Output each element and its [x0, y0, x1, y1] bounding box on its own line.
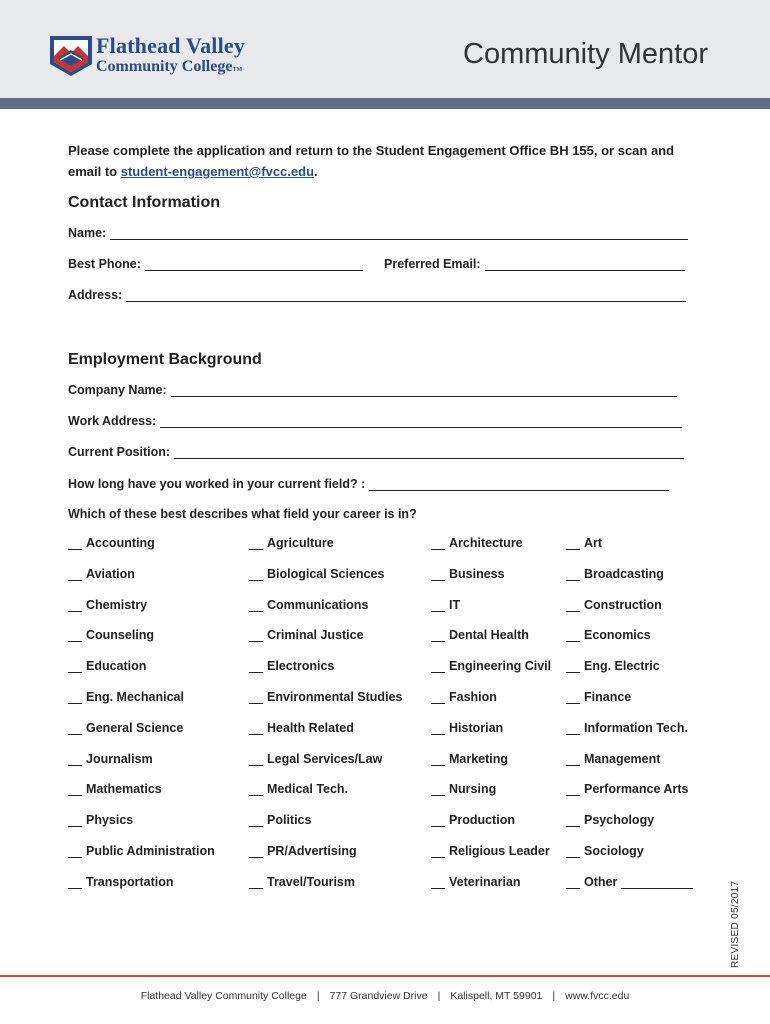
option-checkbox-line[interactable] — [68, 845, 82, 858]
option-checkbox-line[interactable] — [68, 537, 82, 550]
career-field-options — [68, 536, 708, 906]
career-field-option[interactable] — [249, 782, 348, 796]
option-checkbox-line[interactable] — [431, 876, 445, 889]
phone-field[interactable] — [68, 257, 363, 271]
option-label: Environmental Studies — [267, 690, 403, 704]
header-stripe — [0, 98, 770, 109]
logo-line2-text: Community College — [96, 58, 233, 75]
how-long-label: How long have you worked in your current field? : — [68, 477, 366, 491]
position-input-line[interactable] — [174, 446, 684, 459]
option-label: Politics — [267, 813, 312, 828]
contact-heading: Contact Information — [68, 194, 220, 211]
career-field-option[interactable] — [431, 782, 496, 796]
option-checkbox-line[interactable] — [68, 568, 82, 581]
option-label: Eng. Electric — [584, 659, 660, 674]
option-label: Health Related — [267, 720, 354, 735]
option-checkbox-line[interactable] — [431, 537, 445, 550]
option-checkbox-line[interactable] — [249, 629, 263, 642]
engagement-email-link[interactable]: student-engagement@fvcc.edu — [120, 164, 315, 179]
option-label: PR/Advertising — [267, 844, 357, 858]
option-label: Aviation — [86, 566, 135, 581]
email-field[interactable] — [384, 257, 685, 271]
footer-city: Kalispell, MT 59901 — [450, 990, 543, 1002]
option-checkbox-line[interactable] — [566, 691, 580, 704]
option-checkbox-line[interactable] — [68, 660, 82, 673]
email-label: Preferred Email: — [384, 257, 481, 271]
career-field-option[interactable] — [431, 752, 508, 766]
option-checkbox-line[interactable] — [68, 876, 82, 889]
option-label: Fashion — [449, 690, 497, 704]
footer-separator: | — [437, 990, 441, 1002]
option-label: Finance — [584, 690, 632, 704]
company-input-line[interactable] — [171, 384, 677, 397]
option-checkbox-line[interactable] — [249, 876, 263, 889]
career-field-option[interactable] — [566, 752, 660, 766]
option-checkbox-line[interactable] — [249, 845, 263, 858]
career-field-option[interactable] — [68, 659, 146, 673]
option-label: Eng. Mechanical — [86, 690, 184, 704]
career-field-option[interactable] — [68, 536, 155, 550]
career-field-option[interactable] — [249, 813, 311, 827]
option-label: Engineering Civil — [449, 659, 552, 674]
career-field-option[interactable] — [566, 844, 644, 858]
footer-rule — [0, 975, 770, 977]
address-label: Address: — [68, 288, 123, 302]
revised-date: REVISED 05/2017 — [730, 880, 741, 968]
career-field-option[interactable] — [566, 721, 688, 735]
option-label: Sociology — [584, 844, 644, 858]
option-checkbox-line[interactable] — [566, 568, 580, 581]
other-input-line[interactable] — [621, 876, 693, 889]
option-checkbox-line[interactable] — [68, 691, 82, 704]
company-label: Company Name: — [68, 383, 167, 397]
option-checkbox-line[interactable] — [431, 814, 445, 827]
option-checkbox-line[interactable] — [431, 599, 445, 612]
option-checkbox-line[interactable] — [249, 753, 263, 766]
option-checkbox-line[interactable] — [566, 814, 580, 827]
option-label: Public Administration — [86, 844, 215, 858]
career-field-option[interactable] — [431, 721, 503, 735]
option-checkbox-line[interactable] — [566, 783, 580, 796]
logo-line2 — [96, 58, 242, 76]
option-checkbox-line[interactable] — [249, 537, 263, 550]
career-field-option[interactable] — [68, 628, 154, 642]
option-checkbox-line[interactable] — [566, 660, 580, 673]
option-label: Other — [584, 874, 618, 889]
career-field-option[interactable] — [249, 875, 355, 889]
option-label: Performance Arts — [584, 782, 689, 797]
option-label: Agriculture — [267, 536, 334, 550]
work-address-field[interactable] — [68, 414, 682, 428]
career-field-option[interactable] — [249, 659, 334, 673]
option-label: Architecture — [449, 536, 523, 550]
option-label: IT — [449, 597, 461, 612]
career-field-option[interactable] — [68, 721, 183, 735]
option-label: Marketing — [449, 751, 509, 766]
option-checkbox-line[interactable] — [249, 691, 263, 704]
career-field-option[interactable] — [431, 813, 515, 827]
career-field-option[interactable] — [68, 598, 147, 612]
option-label: Production — [449, 813, 515, 828]
career-field-option[interactable] — [68, 844, 215, 858]
address-field[interactable] — [68, 288, 686, 302]
work-address-input-line[interactable] — [160, 415, 682, 428]
option-label: Business — [449, 566, 505, 581]
option-label: Art — [584, 536, 603, 550]
career-field-option[interactable] — [249, 567, 384, 581]
option-checkbox-line[interactable] — [431, 722, 445, 735]
name-label: Name: — [68, 226, 107, 240]
option-checkbox-line[interactable] — [249, 660, 263, 673]
career-field-option[interactable] — [431, 844, 550, 858]
option-label: General Science — [86, 720, 184, 735]
college-logo-icon — [48, 34, 94, 78]
career-field-option[interactable] — [68, 813, 133, 827]
option-checkbox-line[interactable] — [68, 783, 82, 796]
option-label: Education — [86, 659, 147, 674]
option-label: Biological Sciences — [267, 566, 385, 581]
option-label: Historian — [449, 720, 504, 735]
career-field-option[interactable] — [566, 782, 688, 796]
option-checkbox-line[interactable] — [431, 753, 445, 766]
career-field-option[interactable] — [249, 721, 354, 735]
option-label: Transportation — [86, 874, 174, 889]
career-field-option[interactable] — [566, 875, 693, 889]
option-checkbox-line[interactable] — [431, 845, 445, 858]
intro-text-end: . — [314, 164, 318, 179]
intro-text-body: Please complete the application and return to the Student Engagement Office BH 155, or scan and email to — [68, 143, 675, 179]
option-label: Journalism — [86, 751, 153, 766]
option-checkbox-line[interactable] — [249, 599, 263, 612]
option-checkbox-line[interactable] — [68, 629, 82, 642]
career-field-option[interactable] — [68, 875, 174, 889]
option-label: Psychology — [584, 813, 655, 828]
option-checkbox-line[interactable] — [566, 722, 580, 735]
career-field-option[interactable] — [566, 690, 631, 704]
position-field[interactable] — [68, 445, 684, 459]
option-label: Chemistry — [86, 597, 148, 612]
option-label: Medical Tech. — [267, 782, 349, 797]
work-address-label: Work Address: — [68, 414, 157, 428]
option-label: Travel/Tourism — [267, 874, 355, 889]
name-field[interactable] — [68, 226, 688, 240]
option-label: Broadcasting — [584, 566, 664, 581]
option-checkbox-line[interactable] — [566, 753, 580, 766]
option-label: Nursing — [449, 782, 497, 797]
career-field-option[interactable] — [566, 659, 660, 673]
career-field-option[interactable] — [566, 536, 602, 550]
position-label: Current Position: — [68, 445, 171, 459]
address-input-line[interactable] — [126, 289, 686, 302]
career-field-option[interactable] — [68, 567, 135, 581]
career-field-option[interactable] — [249, 628, 364, 642]
career-field-option[interactable] — [68, 782, 162, 796]
option-label: Management — [584, 751, 661, 766]
how-long-field[interactable] — [68, 477, 669, 491]
email-input-line[interactable] — [485, 258, 685, 271]
option-checkbox-line[interactable] — [68, 753, 82, 766]
option-checkbox-line[interactable] — [249, 814, 263, 827]
career-field-option[interactable] — [431, 875, 521, 889]
field-question: Which of these best describes what field your career is in? — [68, 507, 417, 521]
option-checkbox-line[interactable] — [566, 537, 580, 550]
career-field-option[interactable] — [566, 813, 654, 827]
option-checkbox-line[interactable] — [566, 599, 580, 612]
name-input-line[interactable] — [110, 227, 688, 240]
career-field-option[interactable] — [566, 598, 662, 612]
option-checkbox-line[interactable] — [431, 691, 445, 704]
option-label: Physics — [86, 813, 134, 828]
option-checkbox-line[interactable] — [68, 814, 82, 827]
option-checkbox-line[interactable] — [249, 722, 263, 735]
phone-label: Best Phone: — [68, 257, 141, 271]
career-field-option[interactable] — [431, 536, 523, 550]
option-label: Economics — [584, 628, 651, 643]
option-label: Electronics — [267, 659, 335, 674]
option-label: Counseling — [86, 628, 155, 643]
career-field-option[interactable] — [566, 567, 664, 581]
career-field-option[interactable] — [566, 628, 651, 642]
career-field-option[interactable] — [431, 628, 529, 642]
option-checkbox-line[interactable] — [431, 660, 445, 673]
phone-input-line[interactable] — [145, 258, 363, 271]
career-field-option[interactable] — [431, 659, 551, 673]
option-label: Veterinarian — [449, 874, 521, 889]
career-field-option[interactable] — [249, 752, 382, 766]
logo-trademark: TM — [232, 67, 243, 73]
career-field-option[interactable] — [68, 752, 153, 766]
option-label: Accounting — [86, 536, 155, 550]
option-label: Information Tech. — [584, 720, 688, 735]
footer-website[interactable]: www.fvcc.edu — [565, 990, 630, 1002]
option-label: Communications — [267, 597, 369, 612]
how-long-input-line[interactable] — [369, 478, 669, 491]
intro-text — [68, 140, 708, 182]
option-checkbox-line[interactable] — [68, 722, 82, 735]
option-checkbox-line[interactable] — [566, 629, 580, 642]
career-field-option[interactable] — [431, 690, 497, 704]
document-title: Community Mentor — [463, 38, 708, 70]
logo-line1: Flathead Valley — [96, 33, 246, 58]
option-label: Legal Services/Law — [267, 751, 383, 766]
company-field[interactable] — [68, 383, 677, 397]
career-field-option[interactable] — [431, 567, 505, 581]
career-field-option[interactable] — [249, 536, 334, 550]
career-field-option[interactable] — [249, 844, 357, 858]
option-checkbox-line[interactable] — [431, 568, 445, 581]
career-field-option[interactable] — [431, 598, 460, 612]
career-field-option[interactable] — [249, 598, 368, 612]
footer-separator: | — [316, 990, 320, 1002]
option-checkbox-line[interactable] — [249, 568, 263, 581]
option-label: Dental Health — [449, 628, 529, 643]
footer-address: 777 Grandview Drive — [329, 990, 428, 1002]
footer-college-name: Flathead Valley Community College — [140, 990, 307, 1002]
option-label: Mathematics — [86, 782, 162, 797]
footer-separator: | — [552, 990, 556, 1002]
option-checkbox-line[interactable] — [431, 783, 445, 796]
career-field-option[interactable] — [249, 690, 402, 704]
option-checkbox-line[interactable] — [431, 629, 445, 642]
option-label: Criminal Justice — [267, 628, 364, 643]
employment-heading: Employment Background — [68, 351, 262, 368]
option-label: Religious Leader — [449, 844, 550, 858]
option-checkbox-line[interactable] — [68, 599, 82, 612]
option-checkbox-line[interactable] — [249, 783, 263, 796]
option-label: Construction — [584, 597, 662, 612]
option-checkbox-line[interactable] — [566, 845, 580, 858]
career-field-option[interactable] — [68, 690, 184, 704]
option-checkbox-line[interactable] — [566, 876, 580, 889]
footer — [0, 990, 770, 1002]
